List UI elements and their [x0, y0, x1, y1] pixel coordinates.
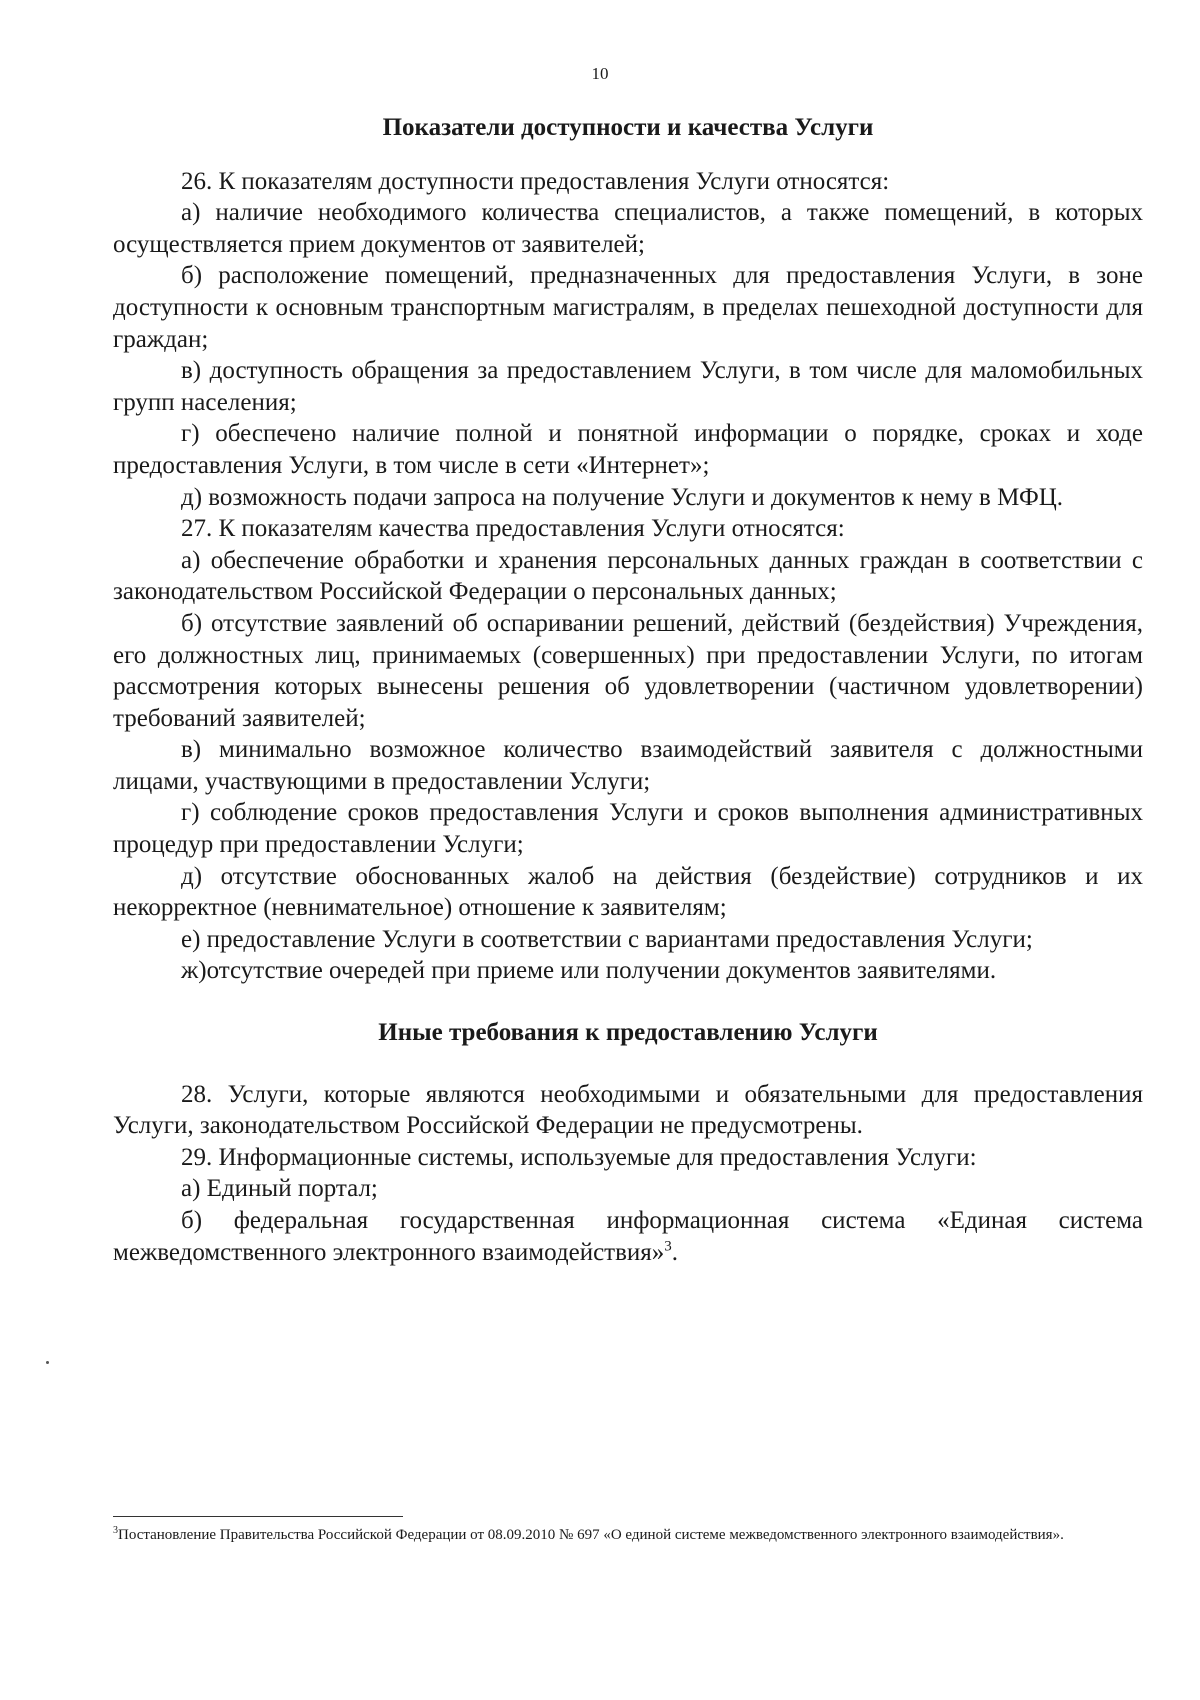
paragraph-26-d: д) возможность подачи запроса на получение Услуги и документов к нему в МФЦ.: [181, 483, 1064, 511]
paragraph-29-a: а) Единый портал;: [181, 1175, 378, 1203]
paragraph-26-b: б) расположение помещений, предназначенных для предоставления Услуги, в зоне доступности к основным транспортным магистралям, в пределах пешеходной доступности для граждан;: [113, 262, 1143, 353]
document-body: [113, 112, 1143, 1268]
paragraph-27-zh: ж)отсутствие очередей при приеме или получении документов заявителями.: [181, 957, 997, 985]
paragraph-29-b: [113, 1205, 1143, 1268]
footnote-separator: [113, 1516, 403, 1517]
paragraph-29-b-text: б) федеральная государственная информационная система «Единая система межведомственного электронного взаимодействия»: [113, 1207, 1143, 1266]
paragraph-26-v: в) доступность обращения за предоставлением Услуги, в том числе для маломобильных групп населения;: [113, 357, 1143, 416]
paragraph-27-b: б) отсутствие заявлений об оспаривании решений, действий (бездействия) Учреждения, его должностных лиц, принимаемых (совершенных) при предоставлении Услуги, по итогам рассмотрения которых вынесены решения об удовлетворении (частичном удовлетворении) требований заявителей;: [113, 609, 1143, 732]
paragraph-27-d: д) отсутствие обоснованных жалоб на действия (бездействие) сотрудников и их некорректное (невнимательное) отношение к заявителям;: [113, 862, 1143, 922]
paragraph-26-g: г) обеспечено наличие полной и понятной информации о порядке, сроках и ходе предоставления Услуги, в том числе в сети «Интернет»;: [113, 420, 1143, 479]
paragraph-27-e: е) предоставление Услуги в соответствии с вариантами предоставления Услуги;: [181, 925, 1033, 953]
page-number: 10: [591, 64, 609, 83]
paragraph-26-a: а) наличие необходимого количества специалистов, а также помещений, в которых осуществляется прием документов от заявителей;: [113, 199, 1143, 258]
paragraph-27-g: г) соблюдение сроков предоставления Услуги и сроков выполнения административных процедур при предоставлении Услуги;: [113, 799, 1143, 859]
paragraph-27: 27. К показателям качества предоставления Услуги относятся:: [181, 515, 845, 543]
footnote-reference: 3: [664, 1238, 672, 1255]
footnote-text: Постановление Правительства Российской Федерации от 08.09.2010 № 697 «О единой системе межведомственного электронного взаимодействия».: [118, 1527, 1064, 1543]
paragraph-29-b-end: .: [671, 1238, 679, 1266]
paragraph-27-v: в) минимально возможное количество взаимодействий заявителя с должностными лицами, участвующими в предоставлении Услуги;: [113, 736, 1143, 795]
paragraph-26: 26. К показателям доступности предоставления Услуги относятся:: [181, 167, 890, 195]
paragraph-28: 28. Услуги, которые являются необходимыми и обязательными для предоставления Услуги, законодательством Российской Федерации не предусмотрены.: [113, 1080, 1143, 1140]
footnote-marker: 3: [113, 1525, 118, 1536]
section-heading-other-requirements: Иные требования к предоставлению Услуги: [378, 1019, 878, 1047]
scan-speck: [46, 1361, 49, 1364]
paragraph-29: 29. Информационные системы, используемые для предоставления Услуги:: [181, 1143, 977, 1171]
footnote: [113, 1524, 1143, 1546]
paragraph-27-a: а) обеспечение обработки и хранения персональных данных граждан в соответствии с законодательством Российской Федерации о персональных данных;: [113, 546, 1143, 606]
section-heading-availability: Показатели доступности и качества Услуги: [382, 114, 874, 141]
